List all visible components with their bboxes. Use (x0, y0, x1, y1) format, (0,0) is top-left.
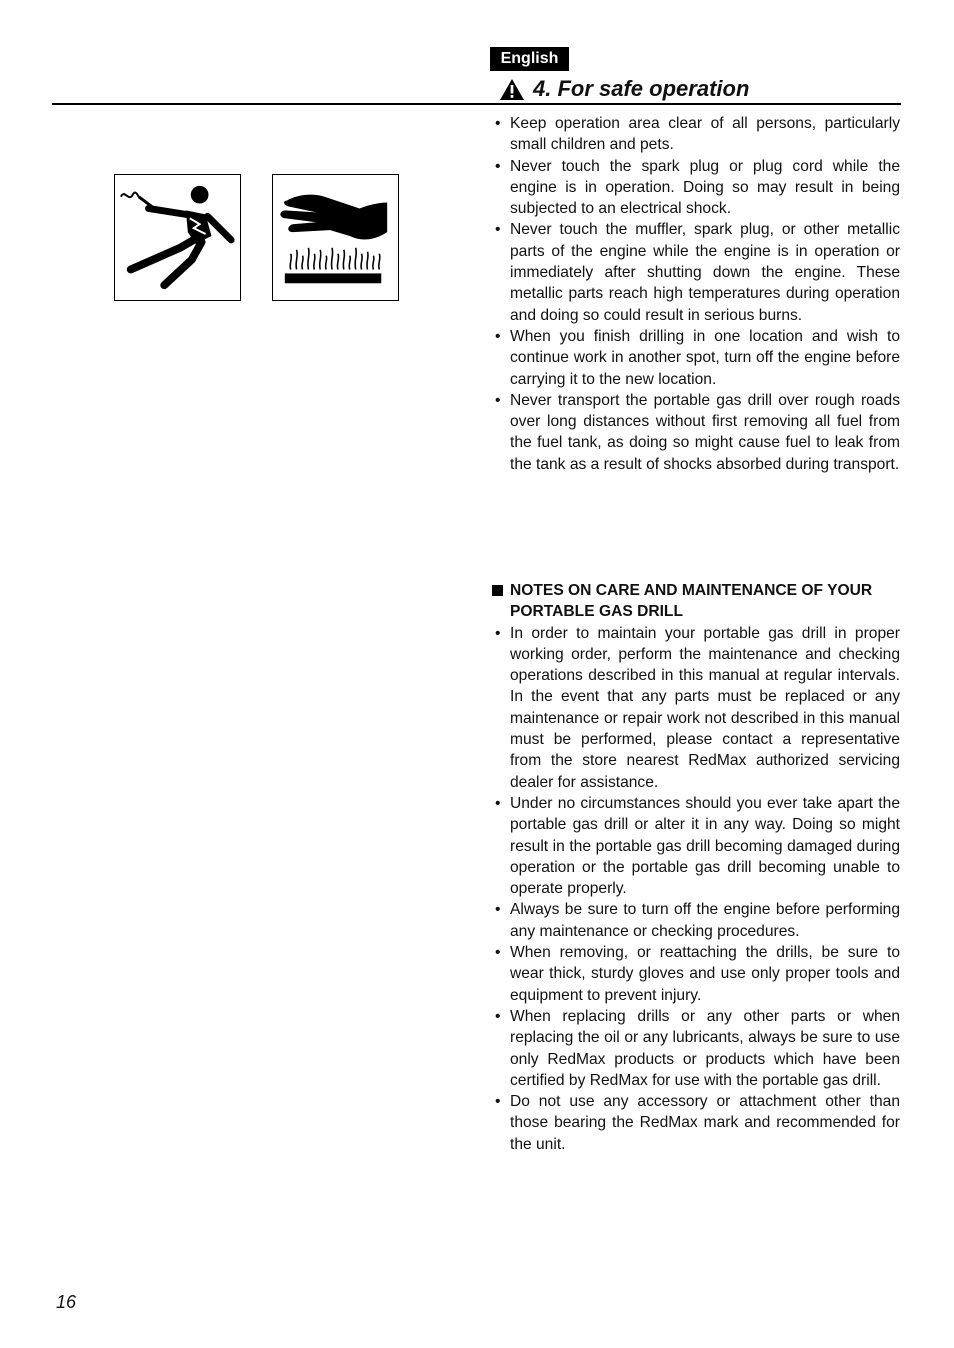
maintenance-heading: NOTES ON CARE AND MAINTENANCE OF YOUR PORTABLE GAS DRILL (492, 580, 900, 623)
safe-operation-list (492, 113, 900, 475)
list-item: • Never transport the portable gas drill over rough roads over long distances without first removing all fuel from the fuel tank, as doing so might cause fuel to leak from the tank as a result of shocks absorbed during transport. (495, 391, 900, 473)
maintenance-section (492, 580, 900, 1155)
section-title-text: 4. For safe operation (533, 76, 750, 101)
list-item: • In order to maintain your portable gas drill in proper working order, perform the maintenance and checking operations described in this manual at regular intervals. In the event that any parts must be replaced or any maintenance or repair work not described in this manual must be performed, please contact a representative from the store nearest RedMax authorized servicing dealer for assistance. (495, 624, 900, 791)
list-item: • Keep operation area clear of all persons, particularly small children and pets. (495, 115, 900, 154)
page-number: 16 (56, 1292, 77, 1312)
warning-triangle-icon (500, 79, 524, 100)
header-rule (52, 103, 901, 105)
section-title (500, 74, 749, 104)
electric-shock-icon (114, 174, 241, 301)
list-item: • Never touch the muffler, spark plug, or other metallic parts of the engine while the engine is in operation or immediately after shutting down the engine. These metallic parts reach high temperatures during operation and doing so could result in serious burns. (495, 221, 900, 324)
hot-surface-hand-icon (272, 174, 399, 301)
list-item: • Do not use any accessory or attachment other than those bearing the RedMax mark and recommended for the unit. (495, 1093, 900, 1153)
square-bullet-icon (492, 585, 503, 596)
list-item: • Under no circumstances should you ever take apart the portable gas drill or alter it in any way. Doing so might result in the portable gas drill becoming damaged during operation or the portable gas drill becoming unable to operate properly. (495, 794, 900, 898)
language-badge: English (490, 47, 569, 71)
list-item: • When removing, or reattaching the drills, be sure to wear thick, sturdy gloves and use only proper tools and equipment to prevent injury. (495, 944, 900, 1004)
list-item: • Always be sure to turn off the engine before performing any maintenance or checking procedures. (495, 901, 900, 940)
list-item: • When replacing drills or any other parts or when replacing the oil or any lubricants, always be sure to use only RedMax products or products which have been certified by RedMax for use with the portable gas drill. (495, 1007, 900, 1089)
list-item: • When you finish drilling in one location and wish to continue work in another spot, turn off the engine before carrying it to the new location. (495, 327, 900, 388)
list-item: • Never touch the spark plug or plug cord while the engine is in operation. Doing so may result in being subjected to an electrical shock. (495, 157, 900, 218)
